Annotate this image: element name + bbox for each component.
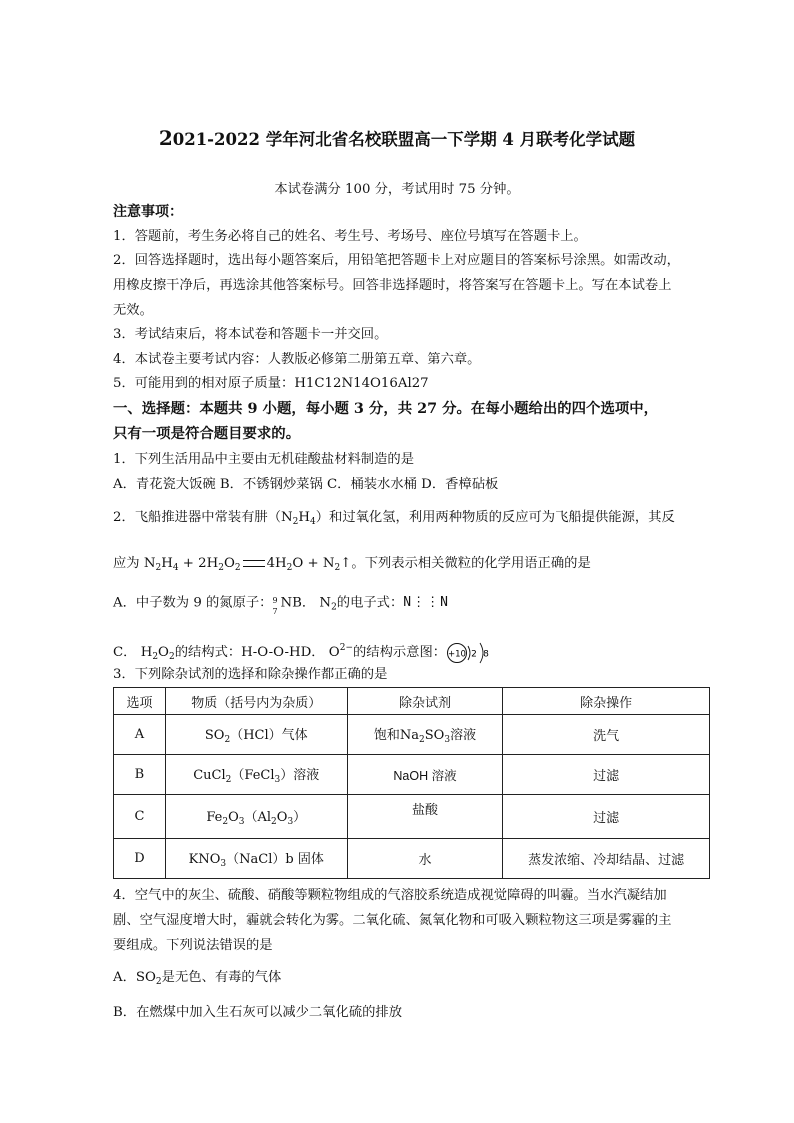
note-2a: 2．回答选择题时，选出每小题答案后，用铅笔把答题卡上对应题目的答案标号涂黑。如需改动， xyxy=(113,253,680,268)
q2-options-cd: C． $H_2O_2$的结构式：H-O-O-HD． $O^{2-}$的结构示意图： +10 2 8 xyxy=(113,639,492,666)
note-1: 1．答题前，考生务必将自己的姓名、考生号、考场号、座位号填写在答题卡上。 xyxy=(113,229,587,244)
svg-text:8: 8 xyxy=(483,649,489,659)
cell-substance: CuCl$_2$（FeCl$_3$）溶液 xyxy=(165,755,347,795)
cell-operation: 蒸发浓缩、冷却结晶、过滤 xyxy=(503,839,710,879)
note-4: 4．本试卷主要考试内容：人教版必修第二册第五章、第六章。 xyxy=(113,352,481,367)
q2-option-b: 的电子式： xyxy=(336,595,404,611)
ion-structure-diagram xyxy=(446,640,492,666)
q3-stem: 3．下列除杂试剂的选择和除杂操作都正确的是 xyxy=(113,667,388,682)
q4-option-a: A．$SO_2$是无色、有毒的气体 xyxy=(113,970,282,987)
cell-substance-text: （HCl）气体 xyxy=(230,728,308,743)
table-row xyxy=(114,795,710,839)
reaction-equation: $N_2H_4 + 2H_2O_2$ $4H_2O$ + $N_2↑$ xyxy=(143,556,352,573)
reagent-post: 溶液 xyxy=(450,728,477,743)
q4-line2: 剧、空气湿度增大时，霾就会转化为雾。二氧化硫、氮氧化物和可吸入颗粒物这三项是雾霾的主 xyxy=(113,913,672,928)
exam-subtitle: 本试卷满分 100 分，考试用时 75 分钟。 xyxy=(274,182,520,197)
q2-option-a: A．中子数为 9 的氮原子： xyxy=(113,595,273,611)
cell-substance: $KNO_3(NaCl)b$ 固体 xyxy=(165,839,347,879)
q2-line2 xyxy=(113,555,591,577)
note-5: 5．可能用到的相对原子质量：H1C12N14O16Al27 xyxy=(113,376,429,391)
cell-option: D xyxy=(114,839,166,879)
cell-operation: 过滤 xyxy=(503,755,710,795)
header-option: 选项 xyxy=(114,688,166,715)
q2-option-c-mid: 的结构式：H-O-O-HD． xyxy=(174,645,325,660)
note-2c: 无效。 xyxy=(113,303,153,318)
cell-reagent: NaOH 溶液 xyxy=(347,755,503,795)
note-3: 3．考试结束后，将本试卷和答题卡一并交回。 xyxy=(113,327,388,342)
nuclide-symbol: 9 7 xyxy=(272,596,278,616)
table-header-row xyxy=(114,688,710,715)
cell-reagent: 盐酸 xyxy=(347,795,503,839)
svg-text:2: 2 xyxy=(471,649,477,659)
cell-operation: 过滤 xyxy=(503,795,710,839)
q3-table xyxy=(113,687,710,879)
q1-options: A．青花瓷大饭碗 B．不锈钢炒菜锅 C．桶装水水桶 D．香樟砧板 xyxy=(113,477,499,492)
notes-heading: 注意事项： xyxy=(113,204,183,220)
q2-text2: ）和过氧化氢，利用两种物质的反应可为飞船提供能源，其反 xyxy=(315,510,675,525)
formula-n2h4: $N_2H_4$ xyxy=(281,510,316,527)
q2-option-a-tail: NB． xyxy=(280,595,316,611)
section1-heading-b: 只有一项是符合题目要求的。 xyxy=(113,425,301,442)
cell-option: B xyxy=(114,755,166,795)
header-substance: 物质（括号内为杂质） xyxy=(165,688,347,715)
header-reagent: 除杂试剂 xyxy=(347,688,503,715)
q2-text1: 2．飞船推进器中常装有肼（ xyxy=(113,510,282,525)
q2-line1 xyxy=(113,509,675,531)
section1-heading-a: 一、选择题：本题共 9 小题，每小题 3 分，共 27 分。在每小题给出的四个选项中， xyxy=(113,400,659,417)
q2-option-c: C． xyxy=(113,645,137,660)
exam-title xyxy=(0,126,794,150)
cell-option: C xyxy=(114,795,166,839)
title-rest: 021-2022 学年河北省名校联盟高一下学期 4 月联考化学试题 xyxy=(172,130,636,149)
cell-option: A xyxy=(114,715,166,755)
q4-option-a-post: 是无色、有毒的气体 xyxy=(161,970,282,985)
table-row xyxy=(114,715,710,755)
cell-substance-text: 溶液 xyxy=(293,768,320,783)
cell-substance: $Fe_2O_3(Al_2O_3)$ xyxy=(165,795,347,839)
q2-options-ab: A．中子数为 9 的氮原子： 9 7 NB． $N_2$的电子式：N⋮⋮N xyxy=(113,595,449,616)
q2-text3: 应为 xyxy=(113,556,140,571)
q1-stem: 1．下列生活用品中主要由无机硅酸盐材料制造的是 xyxy=(113,452,414,467)
n2-electron-dot-formula: N⋮⋮N xyxy=(403,595,449,610)
q4-line1: 4．空气中的灰尘、硫酸、硝酸等颗粒物组成的气溶胶系统造成视觉障碍的叫霾。当水汽凝结加 xyxy=(113,888,667,903)
cell-reagent: 饱和$Na_2SO_3$溶液 xyxy=(347,715,503,755)
title-lead: 2 xyxy=(158,126,173,150)
cell-substance: $SO_2(HCl)$气体 xyxy=(165,715,347,755)
cell-operation: 洗气 xyxy=(503,715,710,755)
q2-option-d: 的结构示意图： xyxy=(353,645,447,660)
cell-reagent: 水 xyxy=(347,839,503,879)
q4-line3: 要组成。下列说法错误的是 xyxy=(113,938,273,953)
q2-text4: 。下列表示相关微粒的化学用语正确的是 xyxy=(351,556,591,571)
reagent-pre: 饱和 xyxy=(373,728,400,743)
svg-text:+10: +10 xyxy=(448,649,467,659)
note-2b: 用橡皮擦干净后，再选涂其他答案标号。回答非选择题时，将答案写在答题卡上。写在本试卷上 xyxy=(113,278,672,293)
table-row xyxy=(114,755,710,795)
q4-option-b: B．在燃煤中加入生石灰可以减少二氧化硫的排放 xyxy=(113,1005,403,1020)
q4-option-a-pre: A． xyxy=(113,970,136,985)
table-row xyxy=(114,839,710,879)
header-operation: 除杂操作 xyxy=(503,688,710,715)
cell-substance-text: （NaCl）b 固体 xyxy=(226,852,324,867)
